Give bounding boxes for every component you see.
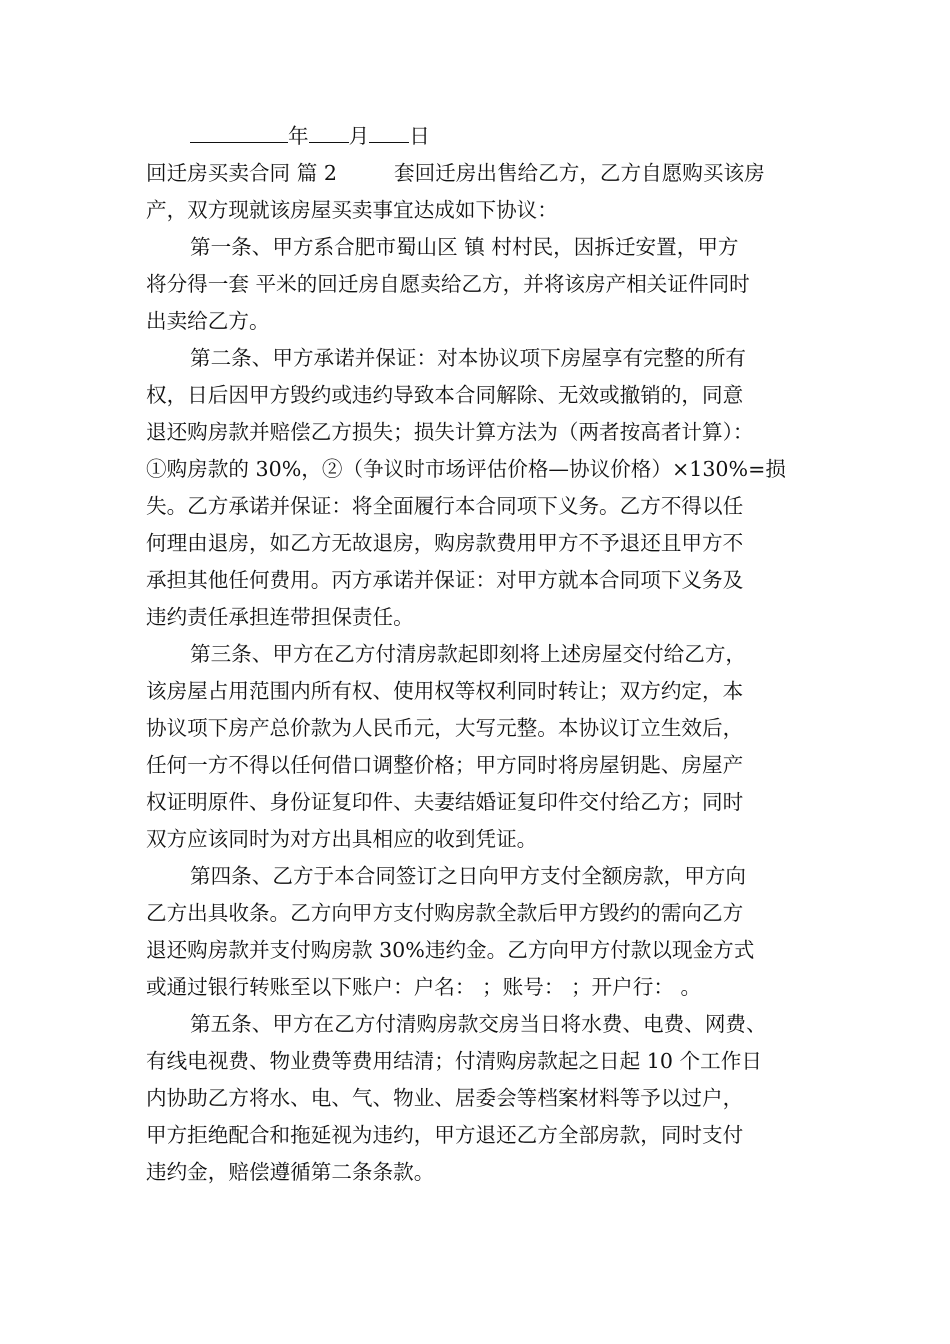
body-line: 出卖给乙方。 <box>146 309 270 333</box>
body-line: 内协助乙方将水、电、气、物业、居委会等档案材料等予以过户， <box>146 1086 744 1110</box>
body-line: 任何一方不得以任何借口调整价格；甲方同时将房屋钥匙、房屋产 <box>146 753 744 777</box>
body-line: 违约金，赔偿遵循第二条条款。 <box>146 1160 435 1184</box>
body-line: 产，双方现就该房屋买卖事宜达成如下协议： <box>146 198 558 222</box>
article-2-line: 第二条、甲方承诺并保证：对本协议项下房屋享有完整的所有 <box>190 346 747 370</box>
month-label: 月 <box>348 124 370 148</box>
article-5-line: 第五条、甲方在乙方付清购房款交房当日将水费、电费、网费、 <box>190 1012 767 1036</box>
year-label: 年 <box>288 124 309 148</box>
body-line: 何理由退房，如乙方无故退房，购房款费用甲方不予退还且甲方不 <box>146 531 744 555</box>
year-blank <box>190 118 288 143</box>
document-page <box>146 118 836 1191</box>
body-line: ①购房款的 30%，②（争议时市场评估价格—协议价格）×130%=损 <box>146 457 786 481</box>
body-line: 甲方拒绝配合和拖延视为违约，甲方退还乙方全部房款，同时支付 <box>146 1123 744 1147</box>
date-line <box>146 118 836 155</box>
body-line: 权证明原件、身份证复印件、夫妻结婚证复印件交付给乙方；同时 <box>146 790 744 814</box>
day-label: 日 <box>409 124 430 148</box>
day-blank <box>369 118 409 143</box>
body-line: 有线电视费、物业费等费用结清；付清购房款起之日起 10 个工作日 <box>146 1049 762 1073</box>
body-line: 退还购房款并赔偿乙方损失；损失计算方法为（两者按高者计算）： <box>146 420 754 444</box>
body-line: 该房屋占用范围内所有权、使用权等权利同时转让；双方约定，本 <box>146 679 744 703</box>
body-line: 或通过银行转账至以下账户：户名： ；账号： ；开户行： 。 <box>146 975 702 999</box>
contract-heading-line <box>146 155 836 192</box>
body-line: 退还购房款并支付购房款 30%违约金。乙方向甲方付款以现金方式 <box>146 938 755 962</box>
heading-continuation: 套回迁房出售给乙方，乙方自愿购买该房 <box>394 161 765 185</box>
body-line: 承担其他任何费用。丙方承诺并保证：对甲方就本合同项下义务及 <box>146 568 744 592</box>
contract-title: 回迁房买卖合同 篇 2 <box>146 161 337 185</box>
month-blank <box>309 118 349 143</box>
article-3-line: 第三条、甲方在乙方付清房款起即刻将上述房屋交付给乙方， <box>190 642 747 666</box>
body-line: 权，日后因甲方毁约或违约导致本合同解除、无效或撤销的，同意 <box>146 383 744 407</box>
body-line: 违约责任承担连带担保责任。 <box>146 605 414 629</box>
body-line: 将分得一套 平米的回迁房自愿卖给乙方，并将该房产相关证件同时 <box>146 272 750 296</box>
article-1-line: 第一条、甲方系合肥市蜀山区 镇 村村民，因拆迁安置，甲方 <box>190 235 739 259</box>
article-4-line: 第四条、乙方于本合同签订之日向甲方支付全额房款，甲方向 <box>190 864 747 888</box>
body-line: 双方应该同时为对方出具相应的收到凭证。 <box>146 827 538 851</box>
body-line: 乙方出具收条。乙方向甲方支付购房款全款后甲方毁约的需向乙方 <box>146 901 744 925</box>
body-line: 协议项下房产总价款为人民币元，大写元整。本协议订立生效后， <box>146 716 744 740</box>
body-line: 失。乙方承诺并保证：将全面履行本合同项下义务。乙方不得以任 <box>146 494 744 518</box>
